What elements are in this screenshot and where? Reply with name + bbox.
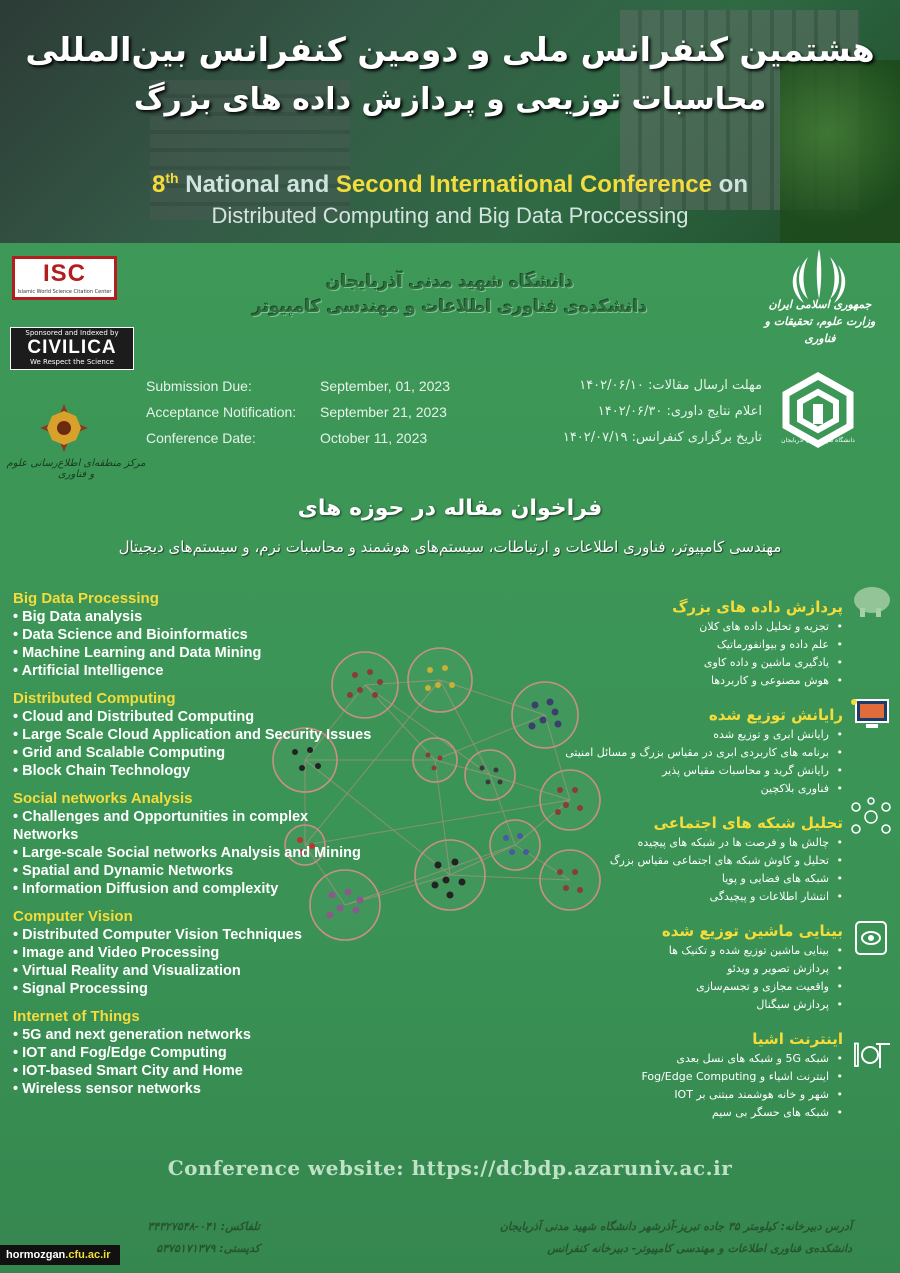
date-label: Submission Due:: [146, 378, 252, 394]
isc-logo-small: Islamic World Science Citation Center: [17, 289, 112, 295]
university-line2: دانشکده‌ی فناوری اطلاعات و مهندسی کامپیوتر: [252, 297, 648, 317]
university-names: [200, 270, 700, 320]
topic-item: • Virtual Reality and Visualization: [13, 963, 241, 979]
ministry-line2: وزارت علوم، تحقیقات و فناوری: [764, 315, 876, 345]
civilica-name: CIVILICA: [27, 337, 117, 358]
title-second: Second International Conference: [335, 171, 712, 198]
topic-item: • IOT and Fog/Edge Computing: [13, 1045, 227, 1061]
computer-icon: [848, 694, 894, 734]
en-title-line2: Distributed Computing and Big Data Proccessing: [211, 203, 689, 228]
topic-item: • Artificial Intelligence: [13, 663, 164, 679]
fa-topic-item: • پردازش تصویر و ویدئو: [513, 960, 843, 978]
date-label: Acceptance Notification:: [146, 404, 297, 420]
date-row: [146, 378, 776, 404]
date-en: September 21, 2023: [320, 404, 447, 420]
topic-section: [13, 590, 403, 680]
civilica-tagline: We Respect the Science: [30, 358, 114, 366]
vision-chip-icon: [848, 918, 894, 958]
svg-text:I: I: [852, 1037, 861, 1072]
fa-topic-item: • برنامه های کاربردی ابری در مقیاس بزرگ و مسائل امنیتی: [513, 744, 843, 762]
topic-title: Computer Vision: [13, 908, 133, 925]
fa-topic-item: • اینترنت اشیاء و Fog/Edge Computing: [513, 1068, 843, 1086]
ordinal-suffix: th: [165, 170, 179, 186]
civilica-logo: [10, 327, 134, 370]
topic-item: • Image and Video Processing: [13, 945, 220, 961]
fa-topic-title: اینترنت اشیا: [752, 1030, 843, 1048]
phone: تلفاکس: ۰۴۱-۳۴۳۲۷۵۴۸: [147, 1220, 260, 1233]
fa-topic-item: • شبکه 5G و شبکه های نسل بعدی: [513, 1050, 843, 1068]
fa-topic-title: تحلیل شبکه های اجتماعی: [653, 814, 843, 832]
date-fa: اعلام نتایج داوری: ۱۴۰۲/۰۶/۳۰: [597, 404, 762, 419]
university-logo-text: دانشگاه شهید مدنی آذربایجان: [781, 437, 855, 444]
topic-item: • Spatial and Dynamic Networks: [13, 863, 234, 879]
fa-topic-section: [513, 812, 843, 906]
social-network-icon: [848, 797, 894, 837]
fa-topic-item: • چالش ها و فرصت ها در شبکه های پیچیده: [513, 834, 843, 852]
topic-title: Big Data Processing: [13, 590, 159, 607]
fa-topic-item: • واقعیت مجازی و تجسم‌سازی: [513, 978, 843, 996]
fa-topic-item: • علم داده و بیوانفورماتیک: [513, 636, 843, 654]
conference-website[interactable]: Conference website: https://dcbdp.azaruniv.ac.ir: [167, 1156, 733, 1180]
topic-item: • Wireless sensor networks: [13, 1081, 201, 1097]
address-line2: دانشکده‌ی فناوری اطلاعات و مهندسی کامپیوتر- دبیرخانه کنفرانس: [547, 1242, 852, 1255]
fa-topic-item: • رایانش گرید و محاسبات مقیاس پذیر: [513, 762, 843, 780]
fa-topic-item: • تحلیل و کاوش شبکه های اجتماعی مقیاس بزرگ: [513, 852, 843, 870]
fa-topic-section: [513, 1028, 843, 1122]
date-row: [146, 404, 776, 430]
fa-topic-item: • تجزیه و تحلیل داده های کلان: [513, 618, 843, 636]
topic-item: • Grid and Scalable Computing: [13, 745, 226, 761]
topic-section: [13, 790, 403, 898]
iot-icon: [848, 1032, 894, 1072]
date-en: September, 01, 2023: [320, 378, 450, 394]
date-row: [146, 430, 776, 456]
fa-topic-item: • رایانش ابری و توزیع شده: [513, 726, 843, 744]
title-on: on: [712, 171, 748, 198]
topic-item: • Large-scale Social networks Analysis and Mining: [13, 845, 361, 861]
fa-topic-item: • بینایی ماشین توزیع شده و تکنیک ها: [513, 942, 843, 960]
rcisc-logo-icon: [38, 402, 90, 454]
site-badge[interactable]: [0, 1245, 120, 1265]
en-title-line1: [0, 170, 900, 199]
isc-logo: [12, 256, 117, 300]
date-fa: تاریخ برگزاری کنفرانس: ۱۴۰۲/۰۷/۱۹: [562, 430, 762, 445]
english-topics: [13, 590, 403, 1108]
topic-item: • Big Data analysis: [13, 609, 143, 625]
topic-item: • Challenges and Opportunities in complex Networks: [13, 809, 309, 843]
postal-code: کدپستی: ۵۳۷۵۱۷۱۳۷۹: [156, 1242, 260, 1255]
fa-topic-item: • انتشار اطلاعات و پیچیدگی: [513, 888, 843, 906]
fa-topic-section: [513, 704, 843, 798]
topic-item: • Signal Processing: [13, 981, 148, 997]
ministry-line1: جمهوری اسلامی ایران: [768, 298, 872, 311]
fa-topic-item: • فناوری بلاکچین: [513, 780, 843, 798]
rcisc-text: مرکز منطقه‌ای اطلاع‌رسانی علوم و فناوری: [6, 458, 146, 480]
call-for-papers-subtitle: مهندسی کامپیوتر، فناوری اطلاعات و ارتباطات، سیستم‌های هوشمند و محاسبات نرم، و سیستم‌های دیجیتال: [118, 538, 782, 556]
civilica-top: Sponsored and Indexed by: [25, 329, 119, 337]
badge-domain: .cfu.ac.ir: [65, 1249, 111, 1261]
topic-item: • Block Chain Technology: [13, 763, 191, 779]
address: [412, 1216, 852, 1260]
topic-title: Social networks Analysis: [13, 790, 193, 807]
date-fa: مهلت ارسال مقالات: ۱۴۰۲/۰۶/۱۰: [579, 378, 762, 393]
persian-topics: [513, 596, 843, 1136]
topic-item: • Machine Learning and Data Mining: [13, 645, 262, 661]
ministry-text: [750, 296, 890, 347]
topic-item: • Data Science and Bioinformatics: [13, 627, 248, 643]
fa-topic-item: • شبکه های فضایی و پویا: [513, 870, 843, 888]
fa-title-line2: محاسبات توزیعی و پردازش داده های بزرگ: [133, 82, 767, 117]
fa-topic-section: [513, 596, 843, 690]
topic-section: [13, 1008, 403, 1098]
fa-topic-title: پردازش داده های بزرگ: [672, 598, 843, 616]
fa-topic-item: • پردازش سیگنال: [513, 996, 843, 1014]
ordinal: 8: [151, 171, 166, 198]
topic-section: [13, 690, 403, 780]
fa-topic-item: • هوش مصنوعی و کاربردها: [513, 672, 843, 690]
topic-item: • IOT-based Smart City and Home: [13, 1063, 243, 1079]
topic-item: • Distributed Computer Vision Techniques: [13, 927, 302, 943]
fa-topic-item: • شبکه های حسگر بی سیم: [513, 1104, 843, 1122]
university-line1: دانشگاه شهید مدنی آذربایجان: [326, 272, 574, 292]
fa-topic-title: بینایی ماشین توزیع شده: [661, 922, 843, 940]
call-for-papers-title: فراخوان مقاله در حوزه های: [297, 496, 603, 521]
topic-item: • Large Scale Cloud Application and Security Issues: [13, 727, 372, 743]
fa-topic-item: • یادگیری ماشین و داده کاوی: [513, 654, 843, 672]
date-en: October 11, 2023: [320, 430, 428, 446]
important-dates: [146, 378, 776, 456]
fa-topic-item: • شهر و خانه هوشمند مبتنی بر IOT: [513, 1086, 843, 1104]
fa-topic-section: [513, 920, 843, 1014]
fa-topic-title: رایانش توزیع شده: [708, 706, 843, 724]
elephant-icon: [848, 580, 894, 620]
fa-title-line1: هشتمین کنفرانس ملی و دومین کنفرانس بین‌المللی: [25, 30, 875, 69]
topic-section: [13, 908, 403, 998]
topic-title: Internet of Things: [13, 1008, 140, 1025]
date-label: Conference Date:: [146, 430, 256, 446]
topic-item: • Cloud and Distributed Computing: [13, 709, 255, 725]
topic-item: • 5G and next generation networks: [13, 1027, 251, 1043]
isc-logo-text: ISC: [42, 260, 86, 287]
topic-title: Distributed Computing: [13, 690, 176, 707]
topic-item: • Information Diffusion and complexity: [13, 881, 279, 897]
address-line1: آدرس دبیرخانه: کیلومتر ۳۵ جاده تبریز-آذرشهر دانشگاه شهید مدنی آذربایجان: [499, 1220, 852, 1233]
header-banner: [0, 0, 900, 243]
badge-name: hormozgan: [6, 1249, 66, 1261]
title-national: National and: [178, 171, 336, 198]
